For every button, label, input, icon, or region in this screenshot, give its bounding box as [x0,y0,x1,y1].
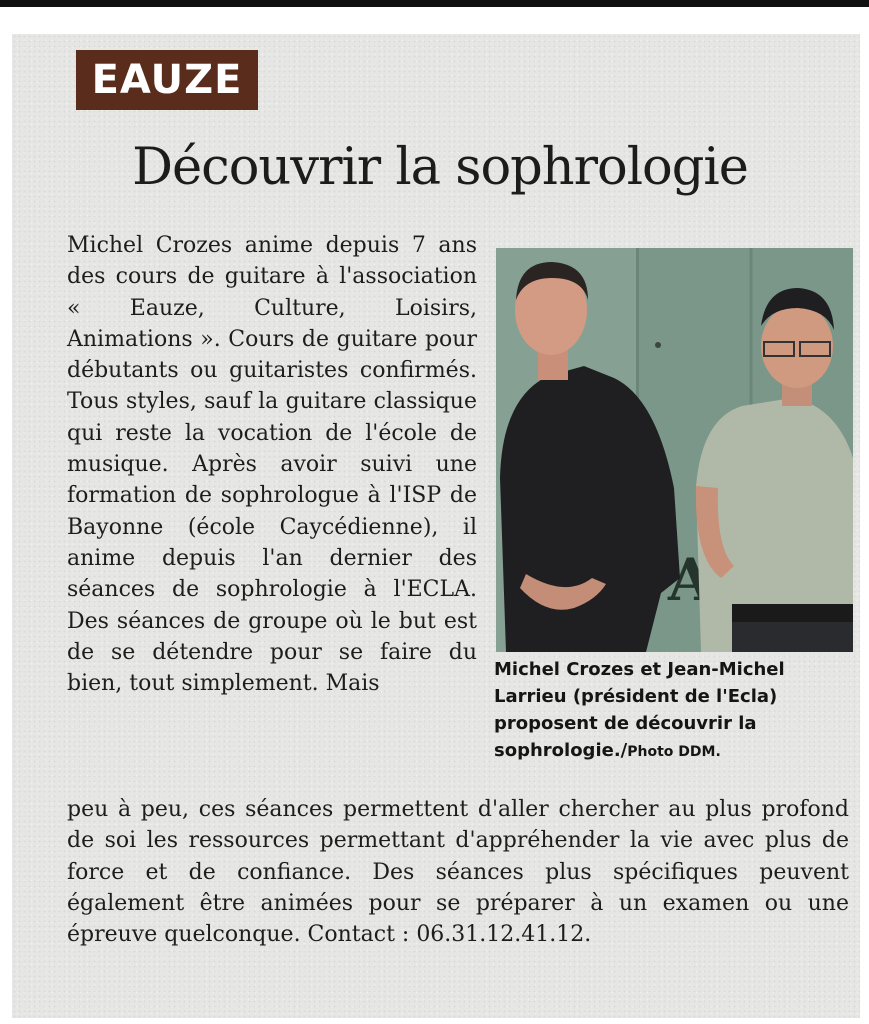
article-body-continued: peu à peu, ces séances permettent d'aller chercher au plus profond de soi les ressources permettant d'appréhender la vie avec plus de force et de confiance. Des séances plus spécifiques peuvent également être animées pour se préparer à un examen ou une épreuve quelconque. Contact : 06.31.12.41.12. [67,797,849,948]
article-photo [496,248,853,652]
section-kicker: EAUZE [76,50,258,110]
photo-illustration [496,248,853,652]
photo-credit: Photo DDM. [627,744,721,760]
caption-text: Michel Crozes et Jean-Michel Larrieu (président de l'Ecla) proposent de découvrir la sophrologie./ [494,659,785,761]
headline: Découvrir la sophrologie [132,138,748,197]
scan-top-edge [0,0,869,7]
article-body-column: Michel Crozes anime depuis 7 ans des cours de guitare à l'association « Eauze, Culture, Loisirs, Animations ». Cours de guitare pour débutants ou guitaristes confirmés. Tous styles, sauf la guitare classique qui reste la vocation de l'école de musique. Après avoir suivi une formation de sophrologue à l'ISP de Bayonne (école Caycédienne), il anime depuis l'an dernier des séances de sophrologie à l'ECLA. Des séances de groupe où le but est de se détendre pour se faire du bien, tout simplement. Mais [67,233,477,697]
photo-caption [494,656,844,766]
